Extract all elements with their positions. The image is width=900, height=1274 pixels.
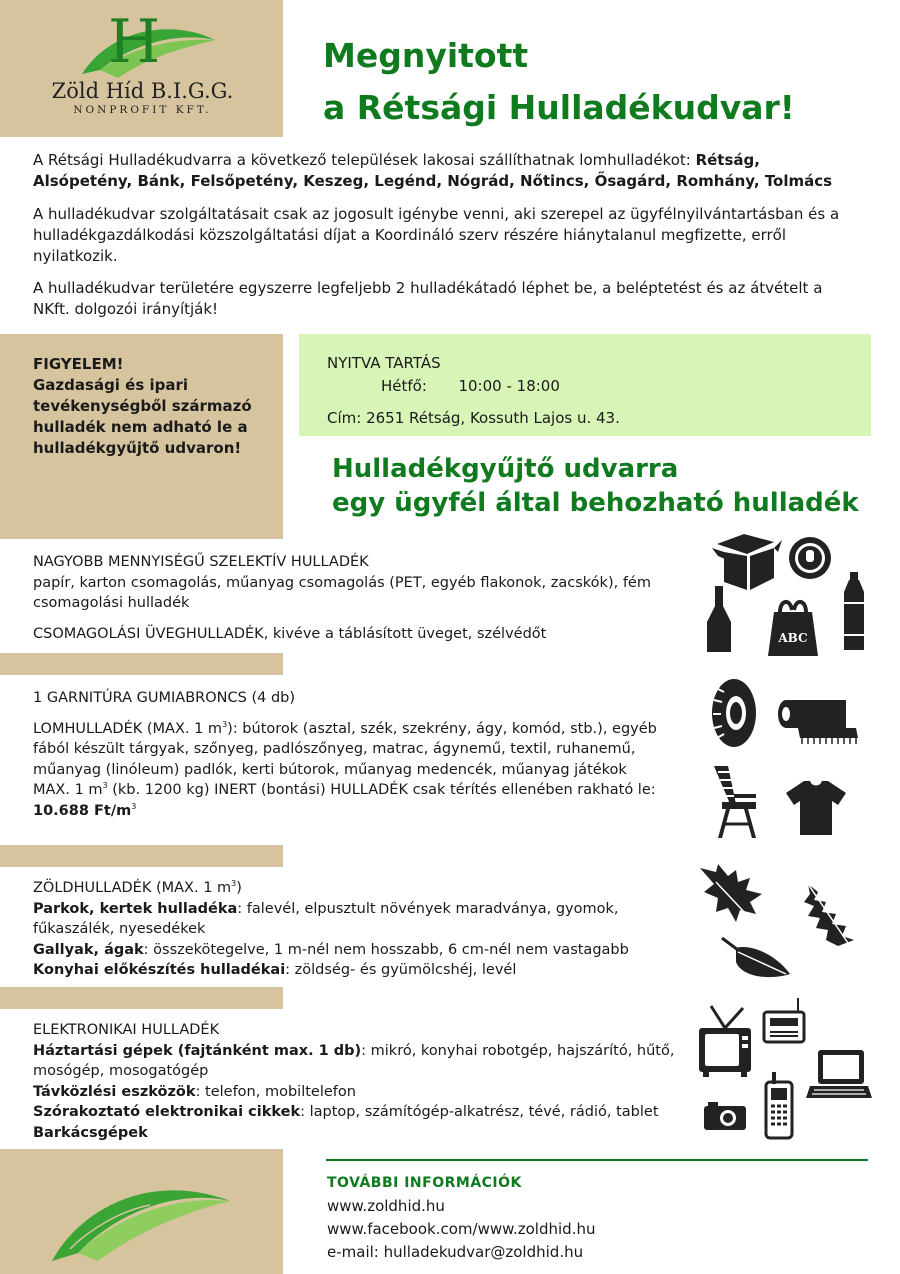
- opening-hours-panel: [299, 334, 871, 436]
- logo-panel: [0, 0, 283, 137]
- section-bulky-waste: 1 GARNITÚRA GUMIABRONCS (4 db) LOMHULLADÉK (MAX. 1 $m^3$): bútorok (asztal, szék, szekrény, ágy, komód, stb.), egyéb fából készült tárgyak, szőnyeg, padlószőnyeg, matrac, ágynemű, textil, ruhanemű, műanyag (linóleum) padlók, kerti bútorok, műanyag medencék, műanyag játékok MAX. 1 $m^3$ (kb. 1200 kg) INERT (bontási) HULLADÉK csak térítés ellenében rakható le: 10.688 $Ft/m^3$: [33, 688, 683, 821]
- divider-bar: [0, 987, 283, 1009]
- section-selective-waste: NAGYOBB MENNYISÉGŰ SZELEKTÍV HULLADÉK papír, karton csomagolás, műanyag csomagolás (PET, egyéb flakonok, zacskók), fém csomagolási hulladék CSOMAGOLÁSI ÜVEGHULLADÉK, kivéve a táblásított üveget, szélvédőt: [33, 552, 683, 644]
- camera-icon: [702, 1100, 748, 1132]
- hours-title: NYITVA TARTÁS: [327, 354, 441, 372]
- computer-icon: [806, 1048, 872, 1100]
- warning-title: FIGYELEM!: [33, 355, 124, 373]
- shopping-bag-icon: [766, 598, 820, 658]
- box-icon: [712, 532, 782, 592]
- section-heading: NAGYOBB MENNYISÉGŰ SZELEKTÍV HULLADÉK: [33, 554, 369, 570]
- tv-icon: [697, 1004, 755, 1078]
- page-title: [323, 30, 883, 134]
- tshirt-icon: [784, 779, 848, 837]
- intro-towns: A Rétsági Hulladékudvarra a következő települések lakosai szállíthatnak lomhulladékot: Rétság, Alsópetény, Bánk, Felsőpetény, Keszeg, Legénd, Nógrád, Nőtincs, Ősagárd, Romhány, Tolmács: [33, 151, 833, 190]
- divider-bar: [0, 653, 283, 675]
- intro-eligibility: A hulladékudvar szolgáltatásait csak az jogosult igénybe venni, aki szerepel az ügyfélnyilvántartásban és a hulladékgazdálkodási közszolgáltatási díjat a Koordináló szerv részére hiánytalanul megfizette, erről nyilatkozik.: [33, 205, 840, 265]
- warning-panel: [0, 334, 283, 539]
- title-line-2: a Rétsági Hulladékudvar!: [323, 88, 795, 127]
- radio-icon: [762, 996, 806, 1044]
- title-line-1: Megnyitott: [323, 36, 529, 75]
- divider-bar: [0, 845, 283, 867]
- towns-list: Rétság, Alsópetény, Bánk, Felsőpetény, Keszeg, Legénd, Nógrád, Nőtincs, Ősagárd, Romhány, Tolmács: [33, 151, 833, 190]
- section-heading: ZÖLDHULLADÉK (MAX. 1 m: [33, 880, 232, 896]
- tire-icon: [710, 678, 758, 748]
- hours-time: 10:00 - 18:00: [458, 377, 560, 395]
- can-icon: [788, 536, 832, 580]
- address: Cím: 2651 Rétság, Kossuth Lajos u. 43.: [327, 409, 620, 427]
- footer-panel: [0, 1149, 283, 1274]
- logo-subtitle: NONPROFIT KFT.: [73, 104, 212, 116]
- waste-section-title: Hulladékgyűjtő udvarra egy ügyfél által behozható hulladék: [332, 454, 859, 518]
- bag-label: ABC: [778, 631, 808, 645]
- section-heading: CSOMAGOLÁSI ÜVEGHULLADÉK: [33, 625, 264, 642]
- section-heading: ELEKTRONIKAI HULLADÉK: [33, 1022, 220, 1038]
- section-electronic-waste: ELEKTRONIKAI HULLADÉK Háztartási gépek (fajtánként max. 1 db): mikró, konyhai robotgép, hajszárító, hűtő, mosógép, mosogatógép Távközlési eszközök: telefon, mobiltelefon Szórakoztató elektronikai cikkek: laptop, számítógép-alkatrész, tévé, rádió, tablet Barkácsgépek: [33, 1020, 683, 1143]
- info-divider: [326, 1159, 868, 1161]
- info-title: TOVÁBBI INFORMÁCIÓK: [327, 1175, 522, 1191]
- price: 10.688 Ft/m: [33, 802, 132, 819]
- logo-name: Zöld Híd B.I.G.G.: [51, 79, 234, 103]
- website-link[interactable]: www.zoldhid.hu: [327, 1197, 445, 1215]
- logo-letter: H: [108, 7, 161, 77]
- mobile-phone-icon: [764, 1072, 794, 1140]
- warning-text: Gazdasági és ipari tevékenységből származó hulladék nem adható le a hulladékgyűjtő udvaron!: [33, 376, 252, 457]
- chair-icon: [708, 764, 760, 840]
- glass-bottle-icon: [705, 586, 733, 652]
- carpet-roll-icon: [776, 694, 862, 746]
- birch-leaf-icon: [718, 934, 794, 982]
- plastic-bottle-icon: [842, 572, 866, 652]
- section-green-waste: ZÖLDHULLADÉK (MAX. 1 $m^3$) Parkok, kertek hulladéka: falevél, elpusztult növények maradványa, gyomok, fűkaszálék, nyesedékek Gallyak, ágak: összekötegelve, 1 m-nél nem hosszabb, 6 cm-nél nem vastagabb Konyhai előkészítés hulladékai: zöldség- és gyümölcshéj, levél: [33, 879, 629, 978]
- leaf-logo-icon: [0, 1149, 283, 1274]
- section-heading: 1 GARNITÚRA GUMIABRONCS (4 db): [33, 690, 296, 706]
- intro-entry-rules: A hulladékudvar területére egyszerre legfeljebb 2 hulladékátadó léphet be, a beléptetést és az átvételt a NKft. dolgozói irányítják!: [33, 279, 823, 318]
- more-info: [327, 1172, 595, 1264]
- email-link[interactable]: e-mail: hulladekudvar@zoldhid.hu: [327, 1243, 584, 1261]
- maple-leaf-icon: [696, 862, 768, 924]
- hours-day: Hétfő:: [381, 377, 427, 395]
- oak-leaf-icon: [798, 880, 858, 952]
- facebook-link[interactable]: www.facebook.com/www.zoldhid.hu: [327, 1220, 596, 1238]
